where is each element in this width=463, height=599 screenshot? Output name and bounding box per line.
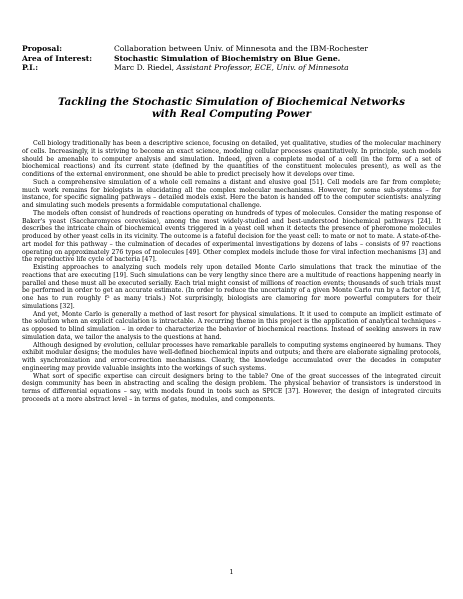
paragraph: Existing approaches to analyzing such models rely upon detailed Monte Carlo simulations that track the minutiae of the reactions that are executing [19]. Such simulations can be very lengthy since there are a multitude of reactions happening nearly in parallel and these must all be executed serially. Each trial might consist of millions of reaction events; thousands of such trials must be performed in order to get an accurate estimate. (In order to reduce the uncertainty of a given Monte Carlo run by a factor of 1/f, one has to run roughly f² as many trials.) Not surprisingly, biologists are clamoring for more powerful computers for their simulations [32].: [22, 264, 441, 310]
header-value: Stochastic Simulation of Biochemistry on Blue Gene.: [114, 53, 341, 63]
header-row-area: [22, 54, 442, 64]
body-text: [22, 140, 441, 404]
paragraph: And yet, Monte Carlo is generally a method of last resort for physical simulations. It it used to compute an implicit estimate of the solution when an explicit calculation is intractable. A recurring theme in this project is the application of analytical techniques – as opposed to blind simulation – in order to characterize the behavior of biochemical reactions. Instead of seeking answers in raw simulation data, we tailor the analysis to the questions at hand.: [22, 310, 441, 341]
paragraph: Cell biology traditionally has been a descriptive science, focusing on detailed, yet qualitative, studies of the molecular machinery of cells. Increasingly, it is striving to become an exact science, modeling cellular processes quantitatively. In principle, such models should be amenable to computer analysis and simulation. Indeed, given a complete model of a cell (in the form of a set of biochemical reactions) and its current state (defined by the quantities of the constituent molecules present), as well as the conditions of the external environment, one should be able to predict precisely how it develops over time.: [22, 140, 441, 178]
header-value: Collaboration between Univ. of Minnesota and the IBM-Rochester: [114, 44, 369, 53]
title-line-1: Tackling the Stochastic Simulation of Biochemical Networks: [58, 96, 405, 108]
header-row-pi: [22, 63, 442, 73]
header-key: Proposal:: [22, 44, 63, 53]
paragraph: Although designed by evolution, cellular processes have remarkable parallels to computing systems engineered by humans. They exhibit modular designs; the modules have well-defined biochemical inputs and outputs; and there are elaborate signaling protocols, with synchronization and error-correction mechanisms. Clearly, the knowledge accumulated over the decades in computer engineering may provide valuable insights into the workings of such systems.: [22, 341, 441, 372]
paragraph: Such a comprehensive simulation of a whole cell remains a distant and elusive goal [51]. Cell models are far from complete; much work remains for biologists in elucidating all the complex molecular mechanisms. However, for some sub-systems – for instance, for specific signaling pathways – detailed models exist. Here the baton is handed off to the computer scientists: analyzing and simulating such models presents a formidable computational challenge.: [22, 178, 441, 209]
header-key: Area of Interest:: [22, 53, 93, 63]
header-key: P.I.:: [22, 63, 39, 73]
title-line-2: with Real Computing Power: [152, 108, 311, 121]
proposal-header: [22, 44, 442, 73]
page-number: 1: [229, 568, 234, 576]
header-row-proposal: [22, 44, 442, 54]
paragraph: What sort of specific expertise can circuit designers bring to the table? One of the great successes of the integrated circuit design community has been in abstracting and scaling the design problem. The physical behavior of transistors is understood in terms of differential equations – say, with models found in tools such as SPICE [37]. However, the design of integrated circuits proceeds at a more abstract level – in terms of gates, modules, and components.: [22, 372, 441, 403]
document-title: [40, 96, 423, 121]
pi-title: Assistant Professor, ECE, Univ. of Minnesota: [176, 63, 349, 73]
paragraph: The models often consist of hundreds of reactions operating on hundreds of types of molecules. Consider the mating response of Baker's yeast (Saccharomyces cerevisiae), among the most widely-studied and best-understood biochemical pathways [24]. It describes the intricate chain of biochemical events triggered in a yeast cell when it detects the presence of pheromone molecules produced by other yeast cells in its vicinity. The outcome is a fateful decision for the yeast cell: to mate or not to mate. A state-of-the-art model for this pathway – the culmination of decades of experimental investigations by dozens of labs – consists of 97 reactions operating on approximately 276 types of molecules [49]. Other complex models include those for viral infection mechanisms [3] and the reproductive life cycle of bacteria [47].: [22, 209, 441, 264]
pi-name: Marc D. Riedel,: [114, 63, 177, 73]
